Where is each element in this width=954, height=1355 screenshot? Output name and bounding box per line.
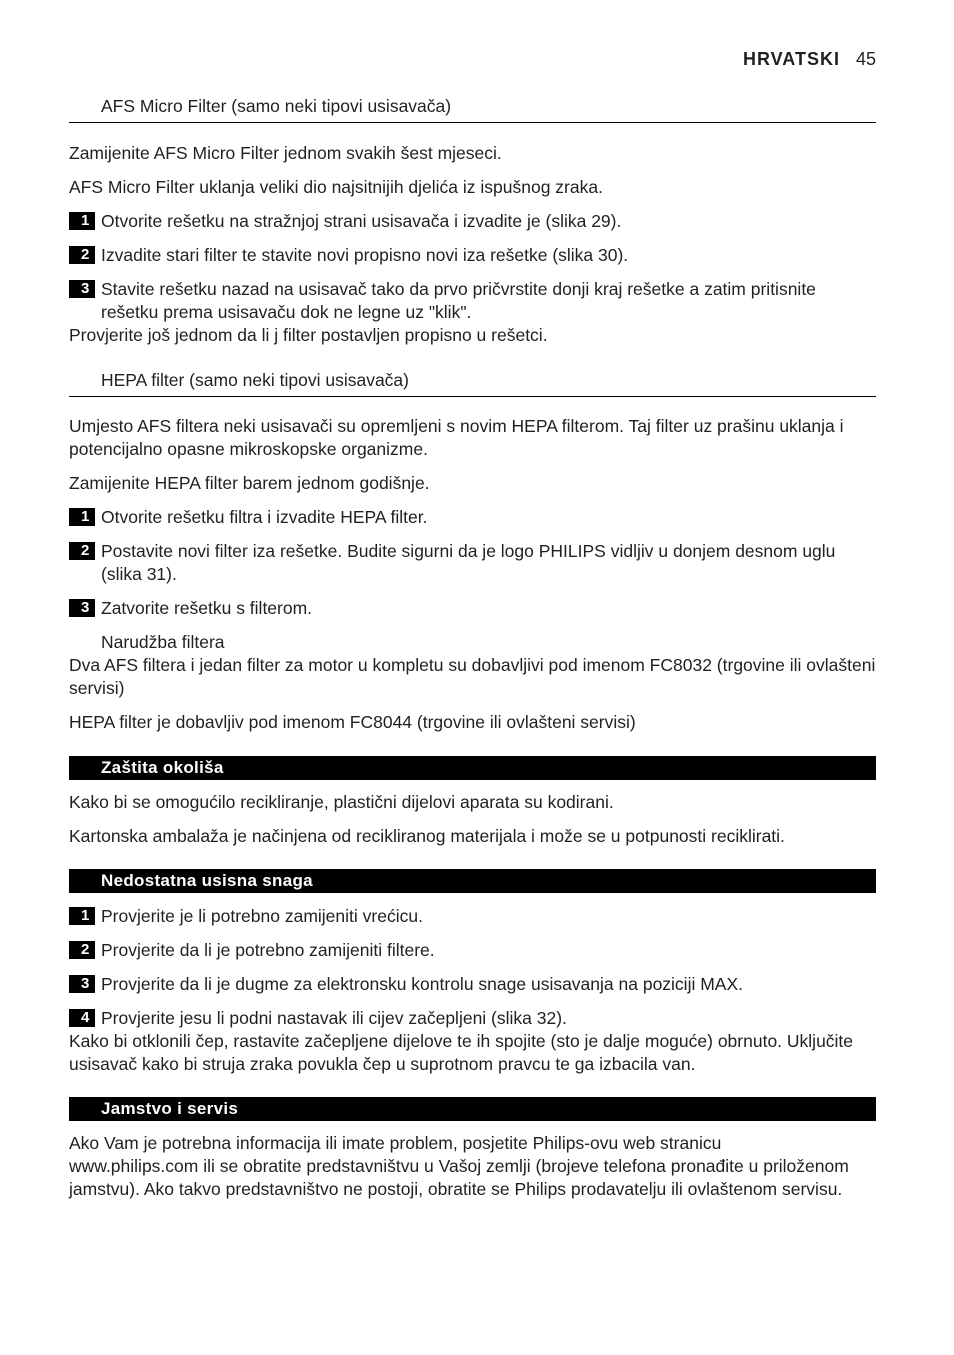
- step-number-badge: 2: [69, 542, 95, 560]
- step-number-badge: 3: [69, 975, 95, 993]
- order-paragraph-2: HEPA filter je dobavljiv pod imenom FC8044 (trgovine ili ovlašteni servisi): [69, 712, 636, 732]
- environment-heading-bar: [69, 756, 876, 780]
- language-label: HRVATSKI: [742, 49, 840, 69]
- step-number-badge: 1: [69, 508, 95, 526]
- step-text: Provjerite da li je dugme za elektronsku kontrolu snage usisavanja na poziciji MAX.: [101, 974, 743, 994]
- hepa-paragraph-1: Umjesto AFS filtera neki usisavači su opremljeni s novim HEPA filterom. Taj filter uz prašinu uklanja i potencijalno opasne mikroskopske organizme.: [69, 416, 844, 459]
- order-subheading: Narudžba filtera: [101, 632, 225, 652]
- hepa-paragraph-2: Zamijenite HEPA filter barem jednom godišnje.: [69, 473, 430, 493]
- step-number-badge: 4: [69, 1009, 95, 1027]
- suction-note: Kako bi otklonili čep, rastavite začepljene dijelove te ih spojite (sto je dalje moguće) obrnuto. Uključite usisavač kako bi struja zraka povukla čep u suprotnom pravcu te ga izbacila van.: [69, 1031, 854, 1074]
- step-text: Provjerite je li potrebno zamijeniti vrećicu.: [101, 906, 423, 926]
- step-number-badge: 3: [69, 599, 95, 617]
- step-text: Zatvorite rešetku s filterom.: [101, 598, 313, 618]
- warranty-heading-bar: [69, 1097, 876, 1121]
- warranty-text-end: ili se obratite predstavništvu u Vašoj zemlji (brojeve telefona pronađite u priloženom jamstvu). Ako takvo predstavništvo ne postoji, obratite se Philips prodavatelju ili ovlaštenom servisu.: [69, 1156, 849, 1199]
- order-paragraph-1: Dva AFS filtera i jedan filter za motor u kompletu su dobavljivi pod imenom FC8032 (trgovine ili ovlašteni servisi): [69, 655, 876, 698]
- suction-title: Nedostatna usisna snaga: [101, 871, 313, 890]
- page-number: 45: [855, 49, 876, 69]
- suction-heading-bar: [69, 869, 876, 893]
- environment-paragraph-2: Kartonska ambalaža je načinjena od recikliranog materijala i može se u potpunosti reciklirati.: [69, 826, 785, 846]
- afs-title: AFS Micro Filter (samo neki tipovi usisavača): [101, 96, 452, 116]
- step-text: Izvadite stari filter te stavite novi propisno novi iza rešetke (slika 30).: [101, 245, 629, 265]
- step-text: Provjerite da li je potrebno zamijeniti filtere.: [101, 940, 435, 960]
- step-text: Otvorite rešetku na stražnjoj strani usisavača i izvadite je (slika 29).: [101, 211, 622, 231]
- step-text: Otvorite rešetku filtra i izvadite HEPA filter.: [101, 507, 428, 527]
- environment-paragraph-1: Kako bi se omogućilo recikliranje, plastični dijelovi aparata su kodirani.: [69, 792, 614, 812]
- step-text: Postavite novi filter iza rešetke. Budite sigurni da je logo PHILIPS vidljiv u donjem desnom uglu (slika 31).: [101, 541, 836, 584]
- step-text: Stavite rešetku nazad na usisavač tako da prvo pričvrstite donji kraj rešetke a zatim pritisnite rešetku prema usisavaču dok ne legne uz "klik".: [101, 279, 816, 322]
- step-number-badge: 1: [69, 907, 95, 925]
- page-header: [743, 49, 876, 70]
- environment-title: Zaštita okoliša: [101, 758, 224, 777]
- afs-paragraph-1: Zamijenite AFS Micro Filter jednom svakih šest mjeseci.: [69, 143, 502, 163]
- philips-website-link[interactable]: www.philips.com: [69, 1156, 199, 1176]
- step-number-badge: 2: [69, 246, 95, 264]
- hepa-title: HEPA filter (samo neki tipovi usisavača): [101, 370, 409, 390]
- afs-subheading: [69, 95, 876, 123]
- afs-note: Provjerite još jednom da li j filter postavljen propisno u rešetci.: [69, 325, 548, 345]
- step-number-badge: 3: [69, 280, 95, 298]
- warranty-title: Jamstvo i servis: [101, 1099, 239, 1118]
- step-number-badge: 2: [69, 941, 95, 959]
- step-number-badge: 1: [69, 212, 95, 230]
- step-text: Provjerite jesu li podni nastavak ili cijev začepljeni (slika 32).: [101, 1008, 567, 1028]
- afs-paragraph-2: AFS Micro Filter uklanja veliki dio najsitnijih djelića iz ispušnog zraka.: [69, 177, 603, 197]
- hepa-subheading: [69, 369, 876, 397]
- warranty-text-start: Ako Vam je potrebna informacija ili imate problem, posjetite Philips-ovu web stranicu: [69, 1133, 722, 1153]
- warranty-paragraph: [69, 1132, 876, 1201]
